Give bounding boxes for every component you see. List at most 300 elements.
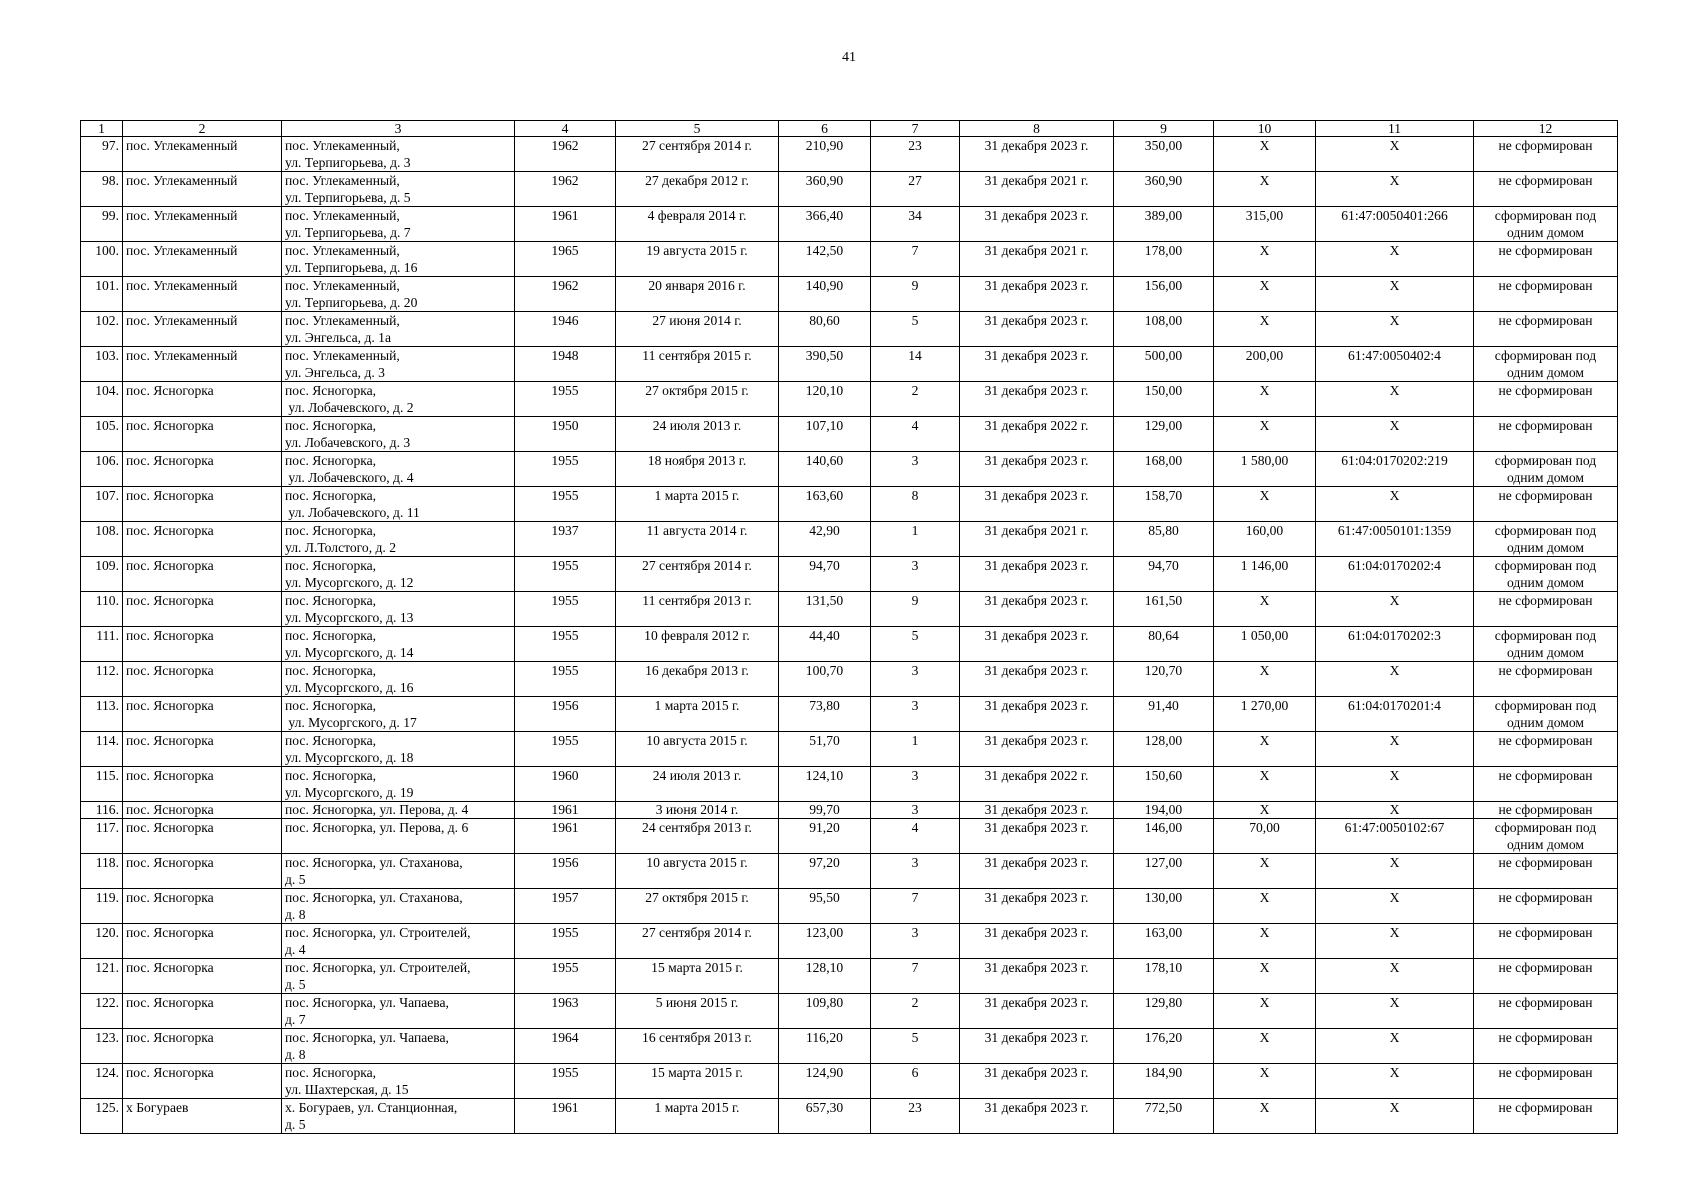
cadastral-number-cell: 61:47:0050402:4 [1316,347,1474,382]
address-cell [282,959,515,994]
table-row [81,487,1618,522]
table-row [81,382,1618,417]
address-line: пос. Ясногорка, [285,593,377,608]
row-number: 97. [81,137,123,172]
row-number: 105. [81,417,123,452]
area2-cell: 168,00 [1114,452,1214,487]
row-number: 102. [81,312,123,347]
address-cell [282,889,515,924]
residents-cell: 2 [871,994,960,1029]
land-area-cell: X [1214,277,1316,312]
status-line: не сформирован [1498,593,1593,608]
column-header: 5 [616,121,779,137]
deadline-cell: 31 декабря 2023 г. [960,889,1114,924]
deadline-cell: 31 декабря 2023 г. [960,277,1114,312]
residents-cell: 3 [871,697,960,732]
year-cell: 1955 [515,662,616,697]
residents-cell: 8 [871,487,960,522]
area2-cell: 85,80 [1114,522,1214,557]
land-area-cell: X [1214,592,1316,627]
cadastral-number-cell: 61:04:0170202:219 [1316,452,1474,487]
address-line: ул. Терпигорьева, д. 16 [285,260,418,275]
settlement-cell: пос. Ясногорка [123,767,282,802]
address-cell [282,557,515,592]
housing-registry-table [80,120,1618,1134]
settlement-cell: пос. Ясногорка [123,627,282,662]
table-row [81,802,1618,819]
address-cell [282,277,515,312]
row-number: 123. [81,1029,123,1064]
date-cell: 24 июля 2013 г. [616,417,779,452]
land-status-cell [1474,417,1618,452]
area-cell: 91,20 [779,819,871,854]
row-number: 121. [81,959,123,994]
address-cell [282,1029,515,1064]
table-row [81,889,1618,924]
status-line: сформирован под [1494,558,1597,573]
land-area-cell: X [1214,382,1316,417]
address-line: д. 8 [285,1047,306,1062]
land-status-cell [1474,1064,1618,1099]
land-status-cell [1474,767,1618,802]
deadline-cell: 31 декабря 2023 г. [960,487,1114,522]
area2-cell: 127,00 [1114,854,1214,889]
date-cell: 27 октября 2015 г. [616,889,779,924]
area2-cell: 128,00 [1114,732,1214,767]
land-area-cell: X [1214,959,1316,994]
address-line: пос. Ясногорка, ул. Перова, д. 4 [285,802,469,817]
column-number-row [81,121,1618,137]
cadastral-number-cell: X [1316,242,1474,277]
address-cell [282,172,515,207]
cadastral-number-cell: X [1316,924,1474,959]
status-line: не сформирован [1498,278,1593,293]
address-cell [282,854,515,889]
land-status-cell [1474,487,1618,522]
address-line: пос. Ясногорка, [285,453,377,468]
date-cell: 27 декабря 2012 г. [616,172,779,207]
address-cell [282,662,515,697]
address-line: ул. Мусоргского, д. 12 [285,575,414,590]
area-cell: 124,90 [779,1064,871,1099]
date-cell: 27 сентября 2014 г. [616,924,779,959]
address-line: ул. Терпигорьева, д. 7 [285,225,411,240]
address-line: ул. Мусоргского, д. 16 [285,680,414,695]
address-line: пос. Углекаменный, [285,173,400,188]
cadastral-number-cell: X [1316,312,1474,347]
residents-cell: 27 [871,172,960,207]
cadastral-number-cell: X [1316,172,1474,207]
status-line: не сформирован [1498,243,1593,258]
deadline-cell: 31 декабря 2023 г. [960,732,1114,767]
land-area-cell: 70,00 [1214,819,1316,854]
table-row [81,959,1618,994]
land-status-cell [1474,854,1618,889]
table-row [81,242,1618,277]
year-cell: 1961 [515,802,616,819]
deadline-cell: 31 декабря 2023 г. [960,312,1114,347]
address-cell [282,627,515,662]
area-cell: 120,10 [779,382,871,417]
area-cell: 131,50 [779,592,871,627]
row-number: 125. [81,1099,123,1134]
status-line: не сформирован [1498,925,1593,940]
year-cell: 1957 [515,889,616,924]
year-cell: 1955 [515,487,616,522]
land-status-cell [1474,994,1618,1029]
year-cell: 1955 [515,924,616,959]
address-line: пос. Ясногорка, ул. Перова, д. 6 [285,820,469,835]
land-area-cell: X [1214,312,1316,347]
land-area-cell: 1 270,00 [1214,697,1316,732]
status-line: не сформирован [1498,1030,1593,1045]
address-cell [282,382,515,417]
address-cell [282,819,515,854]
area-cell: 80,60 [779,312,871,347]
address-line: ул. Мусоргского, д. 18 [285,750,414,765]
cadastral-number-cell: 61:04:0170201:4 [1316,697,1474,732]
settlement-cell: пос. Ясногорка [123,854,282,889]
cadastral-number-cell: 61:04:0170202:4 [1316,557,1474,592]
land-status-cell [1474,592,1618,627]
area2-cell: 129,80 [1114,994,1214,1029]
status-line: одним домом [1506,575,1585,590]
date-cell: 15 марта 2015 г. [616,959,779,994]
status-line: не сформирован [1498,855,1593,870]
address-line: ул. Лобачевского, д. 4 [285,470,414,485]
year-cell: 1964 [515,1029,616,1064]
residents-cell: 1 [871,522,960,557]
address-line: х. Богураев, ул. Станционная, [285,1100,458,1115]
land-area-cell: 200,00 [1214,347,1316,382]
address-cell [282,1064,515,1099]
date-cell: 16 декабря 2013 г. [616,662,779,697]
address-line: ул. Терпигорьева, д. 3 [285,155,411,170]
address-line: пос. Ясногорка, [285,698,377,713]
land-status-cell [1474,382,1618,417]
address-cell [282,137,515,172]
status-line: не сформирован [1498,173,1593,188]
row-number: 117. [81,819,123,854]
settlement-cell: пос. Ясногорка [123,819,282,854]
status-line: не сформирован [1498,383,1593,398]
address-cell [282,767,515,802]
status-line: одним домом [1506,365,1585,380]
address-cell [282,697,515,732]
address-cell [282,452,515,487]
residents-cell: 9 [871,277,960,312]
column-header: 2 [123,121,282,137]
land-status-cell [1474,627,1618,662]
land-status-cell [1474,522,1618,557]
area-cell: 360,90 [779,172,871,207]
status-line: одним домом [1506,645,1585,660]
status-line: не сформирован [1498,418,1593,433]
area-cell: 109,80 [779,994,871,1029]
date-cell: 24 сентября 2013 г. [616,819,779,854]
cadastral-number-cell: 61:47:0050401:266 [1316,207,1474,242]
land-area-cell: X [1214,487,1316,522]
table-row [81,697,1618,732]
cadastral-number-cell: X [1316,592,1474,627]
date-cell: 1 марта 2015 г. [616,487,779,522]
cadastral-number-cell: X [1316,767,1474,802]
land-area-cell: 1 050,00 [1214,627,1316,662]
address-cell [282,592,515,627]
address-line: пос. Ясногорка, [285,383,377,398]
year-cell: 1948 [515,347,616,382]
status-line: сформирован под [1494,348,1597,363]
settlement-cell: пос. Ясногорка [123,522,282,557]
settlement-cell: пос. Углекаменный [123,207,282,242]
date-cell: 27 сентября 2014 г. [616,137,779,172]
status-line: одним домом [1506,540,1585,555]
area-cell: 94,70 [779,557,871,592]
area2-cell: 120,70 [1114,662,1214,697]
year-cell: 1955 [515,959,616,994]
land-area-cell: 315,00 [1214,207,1316,242]
settlement-cell: х Богураев [123,1099,282,1134]
area-cell: 95,50 [779,889,871,924]
deadline-cell: 31 декабря 2023 г. [960,1029,1114,1064]
date-cell: 10 августа 2015 г. [616,732,779,767]
address-line: ул. Терпигорьева, д. 20 [285,295,418,310]
year-cell: 1956 [515,697,616,732]
area2-cell: 80,64 [1114,627,1214,662]
page-number: 41 [842,50,856,65]
area-cell: 107,10 [779,417,871,452]
row-number: 106. [81,452,123,487]
area2-cell: 772,50 [1114,1099,1214,1134]
cadastral-number-cell: X [1316,1064,1474,1099]
residents-cell: 4 [871,417,960,452]
row-number: 111. [81,627,123,662]
address-line: пос. Ясногорка, [285,628,377,643]
status-line: не сформирован [1498,733,1593,748]
table-row [81,417,1618,452]
row-number: 101. [81,277,123,312]
cadastral-number-cell: X [1316,487,1474,522]
deadline-cell: 31 декабря 2023 г. [960,557,1114,592]
deadline-cell: 31 декабря 2023 г. [960,592,1114,627]
settlement-cell: пос. Ясногорка [123,382,282,417]
land-status-cell [1474,1029,1618,1064]
status-line: сформирован под [1494,628,1597,643]
land-area-cell: X [1214,242,1316,277]
area2-cell: 156,00 [1114,277,1214,312]
status-line: не сформирован [1498,138,1593,153]
land-status-cell [1474,802,1618,819]
land-status-cell [1474,732,1618,767]
table-row [81,277,1618,312]
residents-cell: 3 [871,452,960,487]
address-line: ул. Шахтерская, д. 15 [285,1082,409,1097]
area2-cell: 194,00 [1114,802,1214,819]
status-line: сформирован под [1494,698,1597,713]
residents-cell: 4 [871,819,960,854]
settlement-cell: пос. Ясногорка [123,417,282,452]
year-cell: 1962 [515,277,616,312]
settlement-cell: пос. Ясногорка [123,697,282,732]
land-status-cell [1474,242,1618,277]
address-line: д. 5 [285,1117,306,1132]
address-line: пос. Ясногорка, ул. Строителей, [285,925,471,940]
year-cell: 1962 [515,172,616,207]
address-line: д. 8 [285,907,306,922]
cadastral-number-cell: X [1316,732,1474,767]
land-area-cell: X [1214,417,1316,452]
area-cell: 210,90 [779,137,871,172]
row-number: 99. [81,207,123,242]
area-cell: 366,40 [779,207,871,242]
land-status-cell [1474,697,1618,732]
row-number: 107. [81,487,123,522]
row-number: 113. [81,697,123,732]
cadastral-number-cell: X [1316,662,1474,697]
land-area-cell: 1 580,00 [1214,452,1316,487]
year-cell: 1955 [515,732,616,767]
land-area-cell: X [1214,172,1316,207]
status-line: не сформирован [1498,995,1593,1010]
status-line: не сформирован [1498,960,1593,975]
date-cell: 5 июня 2015 г. [616,994,779,1029]
year-cell: 1961 [515,207,616,242]
year-cell: 1955 [515,452,616,487]
settlement-cell: пос. Ясногорка [123,592,282,627]
status-line: одним домом [1506,837,1585,852]
year-cell: 1955 [515,1064,616,1099]
date-cell: 10 августа 2015 г. [616,854,779,889]
date-cell: 27 июня 2014 г. [616,312,779,347]
address-line: пос. Углекаменный, [285,208,400,223]
settlement-cell: пос. Ясногорка [123,802,282,819]
address-line: пос. Углекаменный, [285,243,400,258]
cadastral-number-cell: X [1316,1029,1474,1064]
address-line: ул. Мусоргского, д. 17 [285,715,417,730]
date-cell: 4 февраля 2014 г. [616,207,779,242]
table-row [81,1064,1618,1099]
row-number: 108. [81,522,123,557]
residents-cell: 7 [871,889,960,924]
column-header: 3 [282,121,515,137]
column-header: 10 [1214,121,1316,137]
row-number: 115. [81,767,123,802]
status-line: не сформирован [1498,313,1593,328]
year-cell: 1955 [515,592,616,627]
settlement-cell: пос. Ясногорка [123,662,282,697]
column-header: 7 [871,121,960,137]
residents-cell: 3 [871,662,960,697]
row-number: 103. [81,347,123,382]
residents-cell: 5 [871,312,960,347]
settlement-cell: пос. Ясногорка [123,924,282,959]
date-cell: 18 ноября 2013 г. [616,452,779,487]
status-line: не сформирован [1498,768,1593,783]
year-cell: 1961 [515,819,616,854]
year-cell: 1961 [515,1099,616,1134]
address-line: ул. Энгельса, д. 1а [285,330,392,345]
address-cell [282,1099,515,1134]
deadline-cell: 31 декабря 2021 г. [960,242,1114,277]
deadline-cell: 31 декабря 2023 г. [960,697,1114,732]
date-cell: 11 сентября 2013 г. [616,592,779,627]
row-number: 120. [81,924,123,959]
deadline-cell: 31 декабря 2023 г. [960,802,1114,819]
address-cell [282,802,515,819]
table-row [81,312,1618,347]
date-cell: 27 сентября 2014 г. [616,557,779,592]
land-area-cell: 160,00 [1214,522,1316,557]
column-header: 4 [515,121,616,137]
settlement-cell: пос. Ясногорка [123,732,282,767]
settlement-cell: пос. Ясногорка [123,889,282,924]
address-line: пос. Ясногорка, [285,733,377,748]
residents-cell: 2 [871,382,960,417]
area-cell: 44,40 [779,627,871,662]
area2-cell: 161,50 [1114,592,1214,627]
year-cell: 1963 [515,994,616,1029]
area-cell: 163,60 [779,487,871,522]
area-cell: 100,70 [779,662,871,697]
area2-cell: 178,00 [1114,242,1214,277]
address-line: пос. Ясногорка, [285,558,377,573]
column-header: 6 [779,121,871,137]
status-line: не сформирован [1498,488,1593,503]
deadline-cell: 31 декабря 2022 г. [960,417,1114,452]
land-status-cell [1474,889,1618,924]
address-cell [282,207,515,242]
address-line: пос. Углекаменный, [285,348,400,363]
address-cell [282,487,515,522]
residents-cell: 3 [871,767,960,802]
row-number: 122. [81,994,123,1029]
settlement-cell: пос. Углекаменный [123,277,282,312]
address-cell [282,417,515,452]
residents-cell: 7 [871,242,960,277]
residents-cell: 3 [871,854,960,889]
residents-cell: 6 [871,1064,960,1099]
year-cell: 1956 [515,854,616,889]
land-status-cell [1474,137,1618,172]
area-cell: 140,90 [779,277,871,312]
year-cell: 1965 [515,242,616,277]
table-row [81,627,1618,662]
address-line: ул. Лобачевского, д. 3 [285,435,411,450]
land-area-cell: 1 146,00 [1214,557,1316,592]
date-cell: 1 марта 2015 г. [616,1099,779,1134]
row-number: 112. [81,662,123,697]
address-line: пос. Ясногорка, [285,418,377,433]
address-line: ул. Терпигорьева, д. 5 [285,190,411,205]
deadline-cell: 31 декабря 2023 г. [960,959,1114,994]
address-cell [282,312,515,347]
year-cell: 1955 [515,557,616,592]
year-cell: 1955 [515,382,616,417]
status-line: сформирован под [1494,523,1597,538]
residents-cell: 23 [871,1099,960,1134]
date-cell: 27 октября 2015 г. [616,382,779,417]
table-row [81,207,1618,242]
area-cell: 142,50 [779,242,871,277]
address-line: пос. Ясногорка, [285,768,377,783]
residents-cell: 9 [871,592,960,627]
land-status-cell [1474,924,1618,959]
area-cell: 140,60 [779,452,871,487]
area-cell: 51,70 [779,732,871,767]
cadastral-number-cell: X [1316,1099,1474,1134]
deadline-cell: 31 декабря 2022 г. [960,767,1114,802]
column-header: 12 [1474,121,1618,137]
